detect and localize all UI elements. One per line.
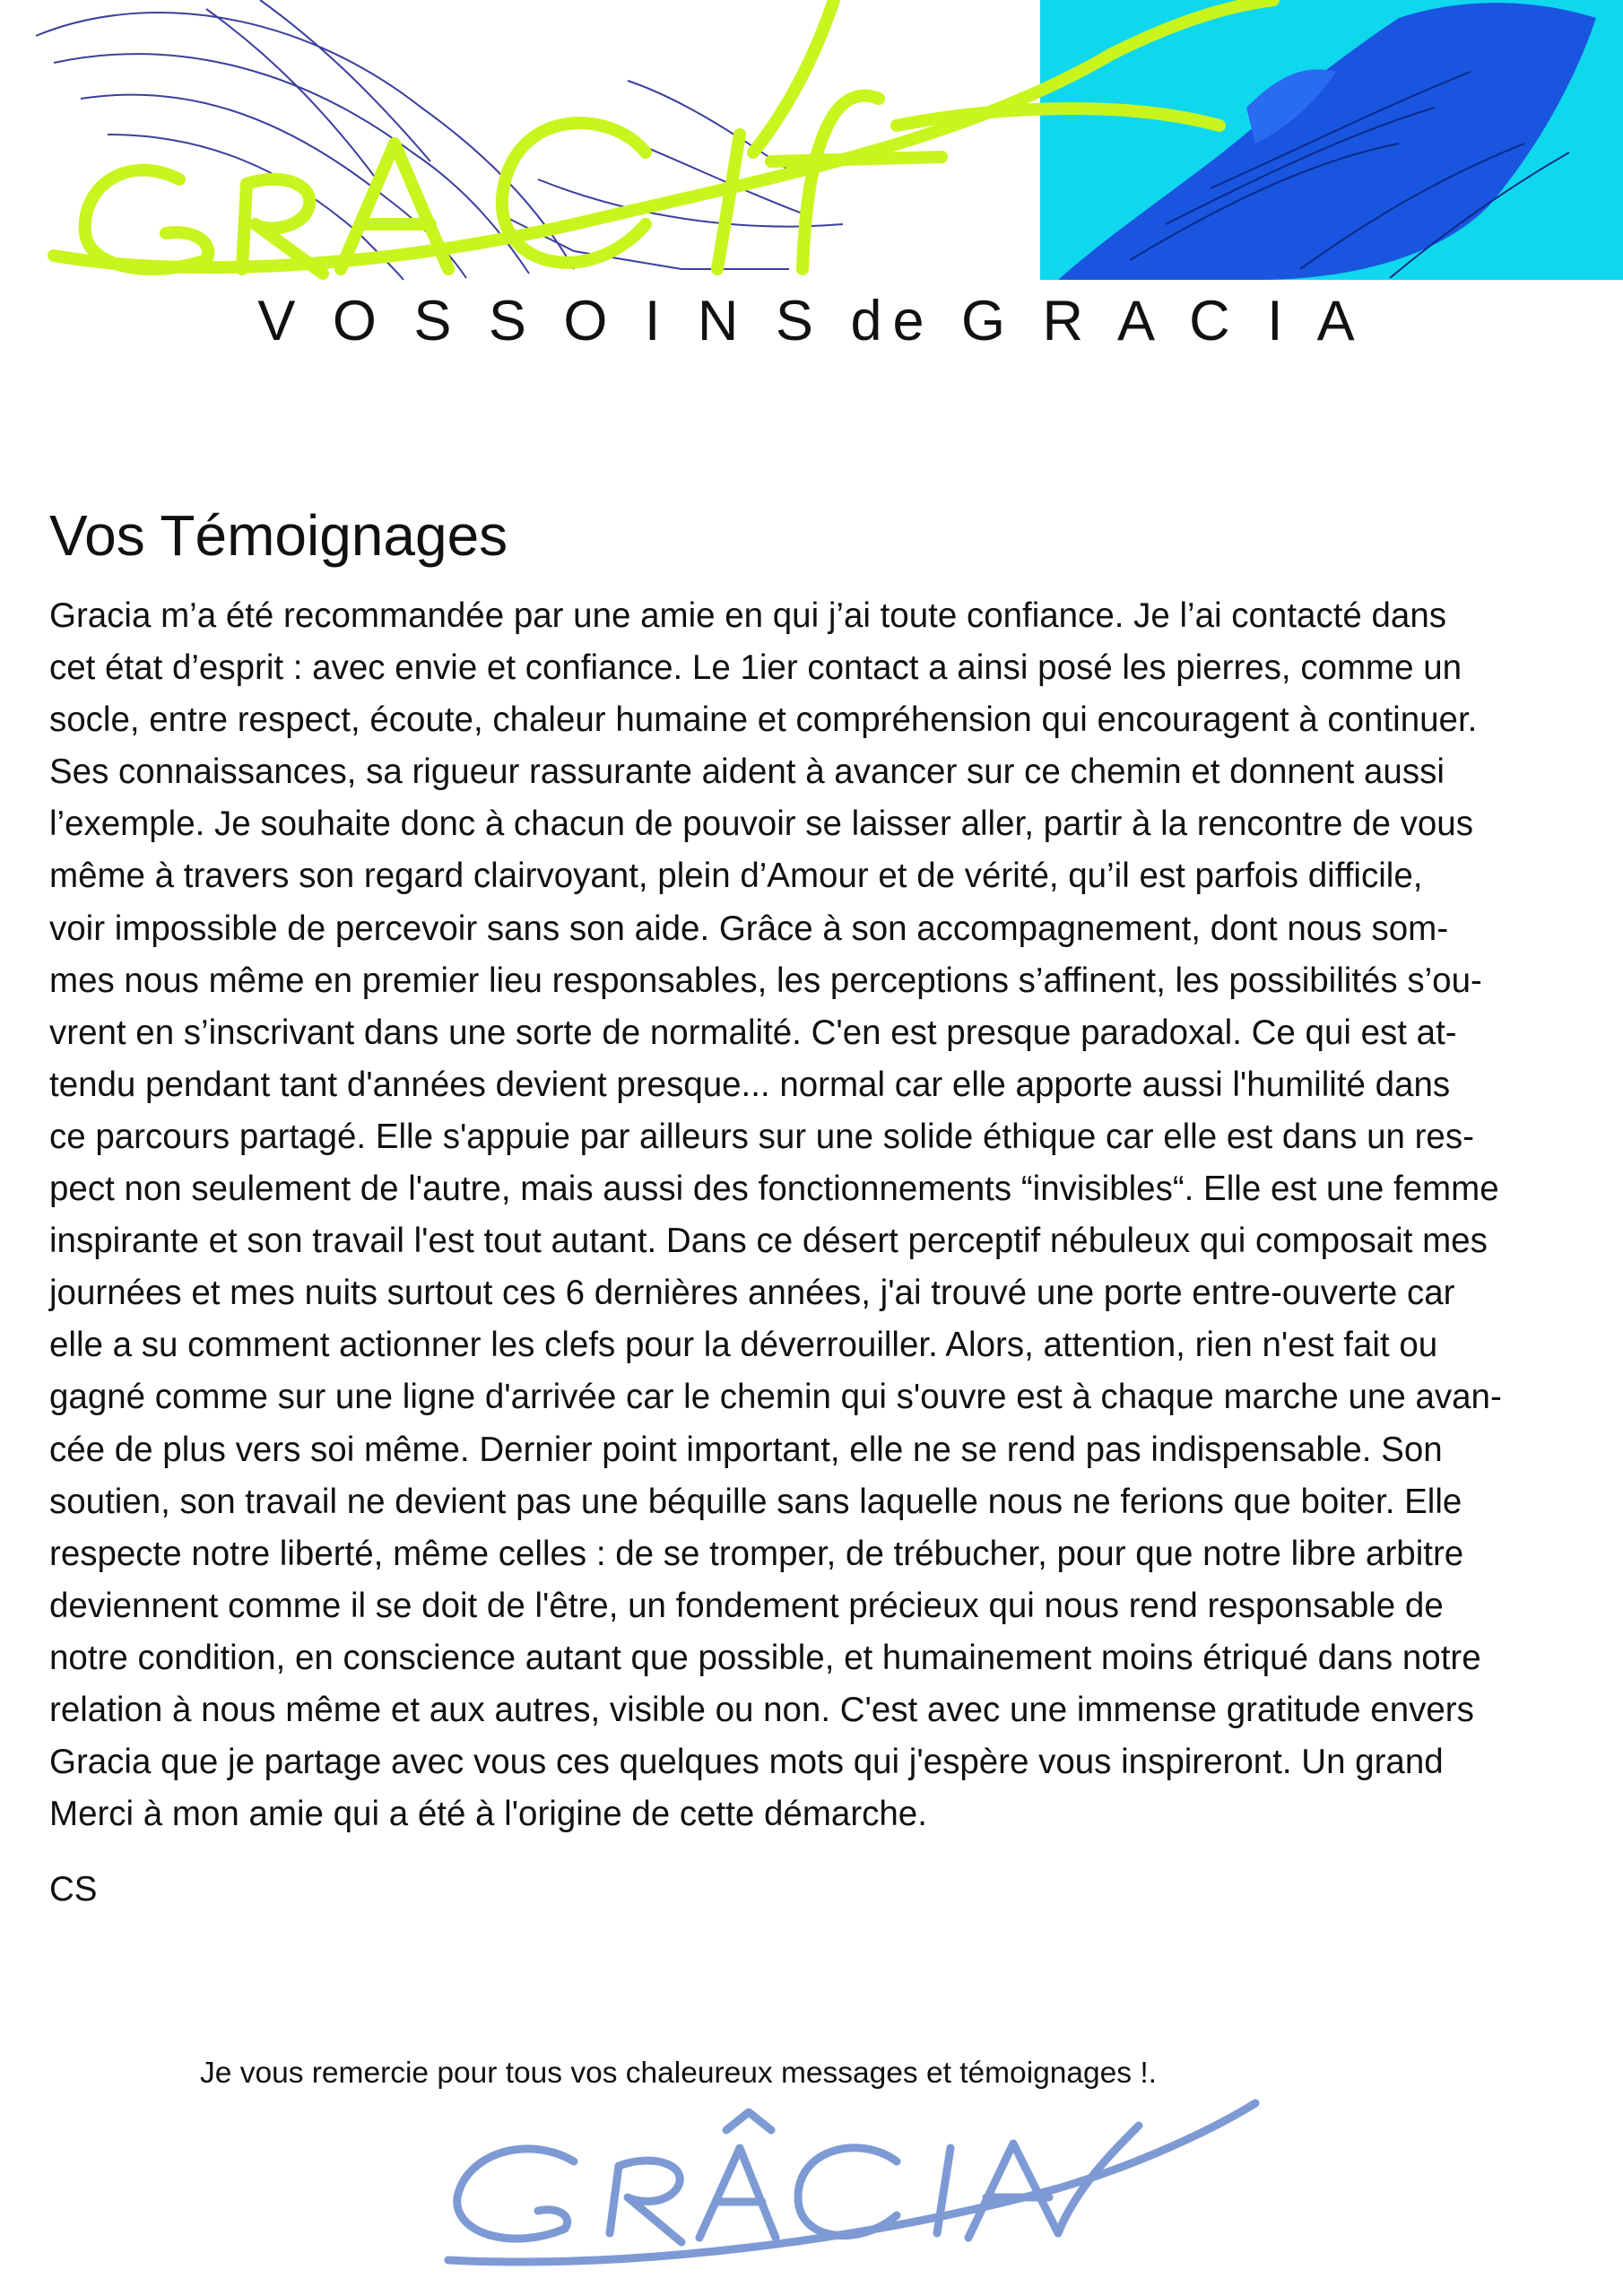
- testimonial-line: Gracia m’a été recommandée par une amie en qui j’ai toute confiance. Je l’ai contacté dans: [49, 596, 1446, 635]
- testimonial-line: soutien, son travail ne devient pas une béquille sans laquelle nous ne ferions que boiter. Elle: [49, 1482, 1462, 1521]
- testimonial-line: gagné comme sur une ligne d'arrivée car le chemin qui s'ouvre est à chaque marche une avan-: [49, 1378, 1502, 1417]
- testimonial-line: pect non seulement de l'autre, mais aussi des fonctionnements “invisibles“. Elle est une femme: [49, 1170, 1499, 1209]
- testimonial-line: Ses connaissances, sa rigueur rassurante aident à avancer sur ce chemin et donnent aussi: [49, 752, 1445, 792]
- testimonial-line: vrent en s’inscrivant dans une sorte de normalité. C'en est presque paradoxal. Ce qui est at-: [49, 1013, 1457, 1052]
- section-heading: Vos Témoignages: [49, 503, 508, 568]
- testimonial-line: notre condition, en conscience autant que possible, et humainement moins étriqué dans notre: [49, 1638, 1481, 1677]
- testimonial-line: Gracia que je partage avec vous ces quelques mots qui j'espère vous inspireront. Un grand: [49, 1743, 1444, 1782]
- testimonial-line: même à travers son regard clairvoyant, plein d’Amour et de vérité, qu’il est parfois difficile,: [49, 857, 1423, 896]
- testimonial-line: journées et mes nuits surtout ces 6 dernières années, j'ai trouvé une porte entre-ouverte car: [49, 1274, 1455, 1313]
- testimonial-line: mes nous même en premier lieu responsables, les perceptions s’affinent, les possibilités s’ou-: [49, 961, 1482, 1000]
- testimonial-line: voir impossible de percevoir sans son aide. Grâce à son accompagnement, dont nous som-: [49, 909, 1449, 948]
- testimonial-line: tendu pendant tant d'années devient presque... normal car elle apporte aussi l'humilité dans: [49, 1065, 1451, 1104]
- page-title: V O S S O I N S de G R A C I A: [257, 290, 1366, 352]
- testimonial-line: l’exemple. Je souhaite donc à chacun de pouvoir se laisser aller, partir à la rencontre de vous: [49, 804, 1473, 844]
- testimonial-line: respecte notre liberté, même celles : de se tromper, de trébucher, pour que notre libre arbitre: [49, 1534, 1464, 1573]
- testimonial-line: Merci à mon amie qui a été à l'origine de cette démarche.: [49, 1795, 927, 1834]
- testimonial-line: inspirante et son travail l'est tout autant. Dans ce désert perceptif nébuleux qui composait mes: [49, 1222, 1488, 1261]
- thanks-message: Je vous remercie pour tous vos chaleureux messages et témoignages !.: [200, 2057, 1157, 2090]
- testimonial-line: elle a su comment actionner les clefs pour la déverrouiller. Alors, attention, rien n'est fait ou: [49, 1326, 1438, 1365]
- testimonial-line: cet état d’esprit : avec envie et confiance. Le 1ier contact a ainsi posé les pierres, comme un: [49, 648, 1462, 688]
- testimonial-line: socle, entre respect, écoute, chaleur humaine et compréhension qui encouragent à continuer.: [49, 700, 1478, 740]
- testimonial-body: [49, 590, 1574, 1840]
- testimonial-line: deviennent comme il se doit de l'être, un fondement précieux qui nous rend responsable de: [49, 1586, 1444, 1625]
- testimonial-line: cée de plus vers soi même. Dernier point important, elle ne se rend pas indispensable. Son: [49, 1430, 1443, 1469]
- testimonial-line: ce parcours partagé. Elle s'appuie par ailleurs sur une solide éthique car elle est dans un res-: [49, 1117, 1474, 1156]
- testimonial-author-initials: CS: [49, 1870, 98, 1909]
- testimonial-line: relation à nous même et aux autres, visible ou non. C'est avec une immense gratitude envers: [49, 1690, 1474, 1729]
- gracia-handwritten-signature: [430, 2063, 1291, 2278]
- header-banner-illustration: [0, 0, 1623, 287]
